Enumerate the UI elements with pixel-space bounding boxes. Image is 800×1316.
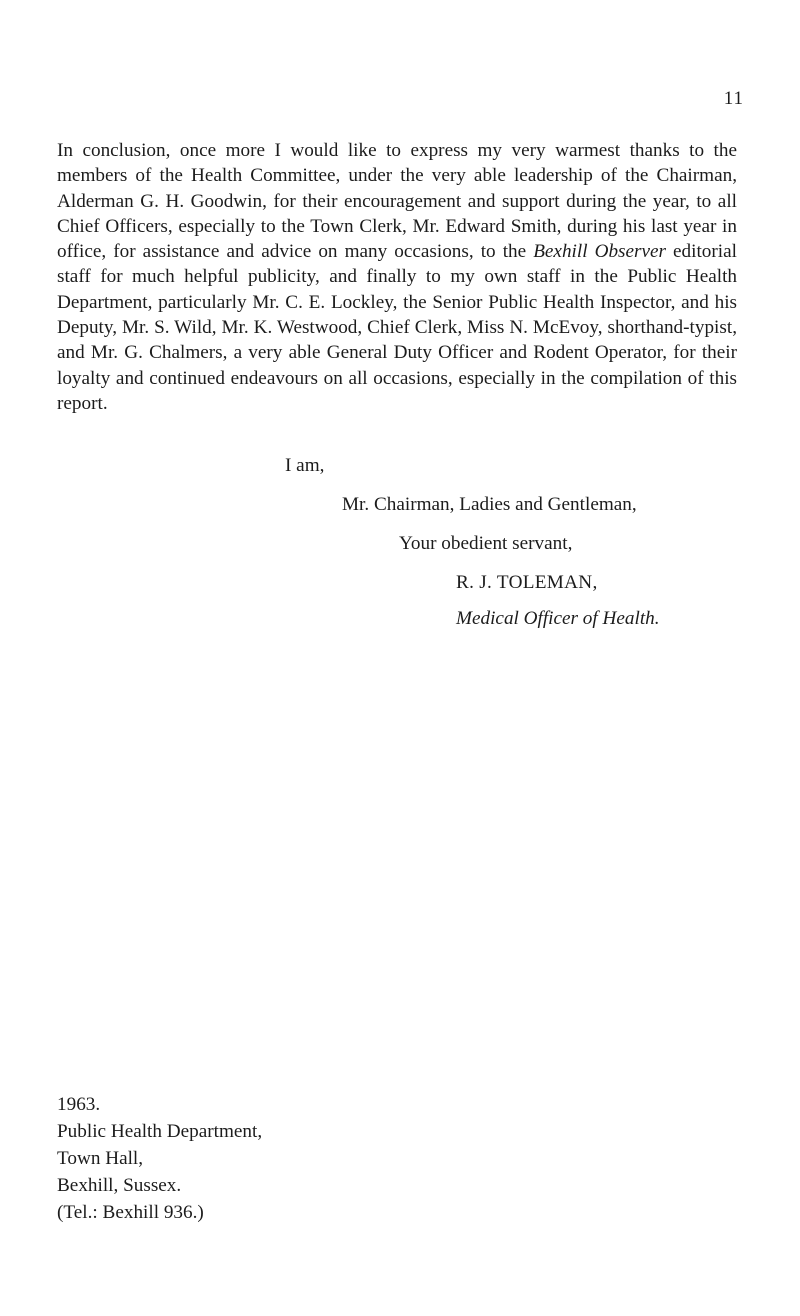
address-town: Bexhill, Sussex. [57, 1175, 182, 1196]
paragraph-text-part1: In conclusion, once more I would like to express my very warmest thanks to the members of the Health Committee, under the very able leadership of the Chairman, Alderman G. H. Goodwin, for their encouragement and support during the year, to all Chief Officers, especially to the Town Clerk, Mr. Edward Smith, during his last year in office, for assistance and advice on many occasions, to the [57, 140, 737, 263]
newspaper-name: Bexhill Observer [533, 241, 666, 263]
conclusion-paragraph [57, 138, 737, 416]
page-number: 11 [723, 88, 744, 109]
signatory-name: R. J. TOLEMAN, [456, 572, 598, 593]
paragraph-text-part2: editorial staff for much helpful publicity, and finally to my own staff in the Public Health Department, particularly Mr. C. E. Lockley, the Senior Public Health Inspector, and his Deputy, Mr. S. Wild, Mr. K. Westwood, Chief Clerk, Miss N. McEvoy, shorthand-typist, and Mr. G. Chalmers, a very able General Duty Officer and Rodent Operator, for their loyalty and continued endeavours on all occasions, especially in the compilation of this report. [57, 241, 737, 414]
signatory-title: Medical Officer of Health. [456, 608, 660, 629]
signoff-i-am: I am, [285, 455, 325, 476]
address-department: Public Health Department, [57, 1121, 263, 1142]
address-telephone: (Tel.: Bexhill 936.) [57, 1202, 204, 1223]
signoff-salutation: Mr. Chairman, Ladies and Gentleman, [342, 494, 637, 515]
signoff-closing: Your obedient servant, [399, 533, 573, 554]
address-block [57, 1091, 262, 1226]
address-year: 1963. [57, 1094, 101, 1115]
address-building: Town Hall, [57, 1148, 144, 1169]
